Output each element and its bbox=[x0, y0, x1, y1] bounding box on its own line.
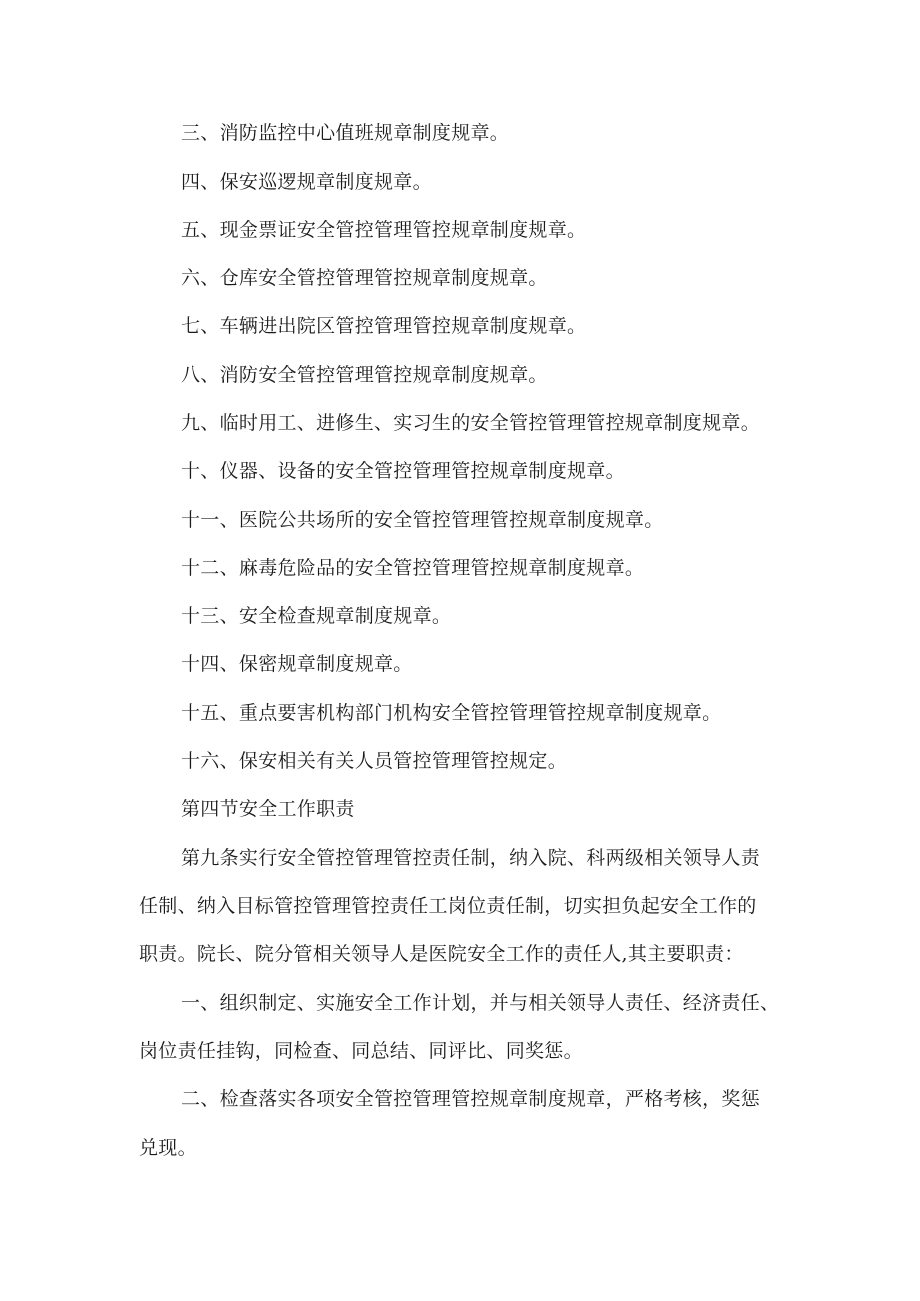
list-item: 四、保安巡逻规章制度规章。 bbox=[181, 171, 432, 193]
article-nine-line-3: 职责。院长、院分管相关领导人是医院安全工作的责任人,其主要职责： bbox=[139, 943, 744, 965]
list-item: 五、现金票证安全管控管理管控规章制度规章。 bbox=[181, 219, 587, 241]
list-item: 三、消防监控中心值班规章制度规章。 bbox=[181, 122, 510, 144]
list-item: 十一、医院公共场所的安全管控管理管控规章制度规章。 bbox=[181, 509, 664, 531]
list-item: 十三、安全检查规章制度规章。 bbox=[181, 605, 452, 627]
list-item: 八、消防安全管控管理管控规章制度规章。 bbox=[181, 364, 548, 386]
list-item: 九、临时用工、进修生、实习生的安全管控管理管控规章制度规章。 bbox=[181, 412, 761, 434]
list-item: 六、仓库安全管控管理管控规章制度规章。 bbox=[181, 267, 548, 289]
duty-one-line-2: 岗位责任挂钩，同检查、同总结、同评比、同奖惩。 bbox=[139, 1040, 583, 1062]
list-item: 十二、麻毒危险品的安全管控管理管控规章制度规章。 bbox=[181, 557, 645, 579]
list-item: 十四、保密规章制度规章。 bbox=[181, 653, 413, 675]
list-item: 十、仪器、设备的安全管控管理管控规章制度规章。 bbox=[181, 460, 625, 482]
duty-two-line-1: 二、检查落实各项安全管控管理管控规章制度规章，严格考核，奖惩 bbox=[181, 1088, 761, 1110]
list-item: 七、车辆进出院区管控管理管控规章制度规章。 bbox=[181, 315, 587, 337]
duty-two-line-2: 兑现。 bbox=[139, 1137, 197, 1159]
list-item: 十六、保安相关有关人员管控管理管控规定。 bbox=[181, 750, 568, 772]
article-nine-line-2: 任制、纳入目标管控管理管控责任工岗位责任制，切实担负起安全工作的 bbox=[139, 895, 757, 917]
list-item: 十五、重点要害机构部门机构安全管控管理管控规章制度规章。 bbox=[181, 702, 722, 724]
article-nine-line-1: 第九条实行安全管控管理管控责任制，纳入院、科两级相关领导人责 bbox=[181, 847, 761, 869]
duty-one-line-1: 一、组织制定、实施安全工作计划，并与相关领导人责任、经济责任、 bbox=[181, 992, 780, 1014]
section-heading: 第四节安全工作职责 bbox=[181, 798, 355, 820]
